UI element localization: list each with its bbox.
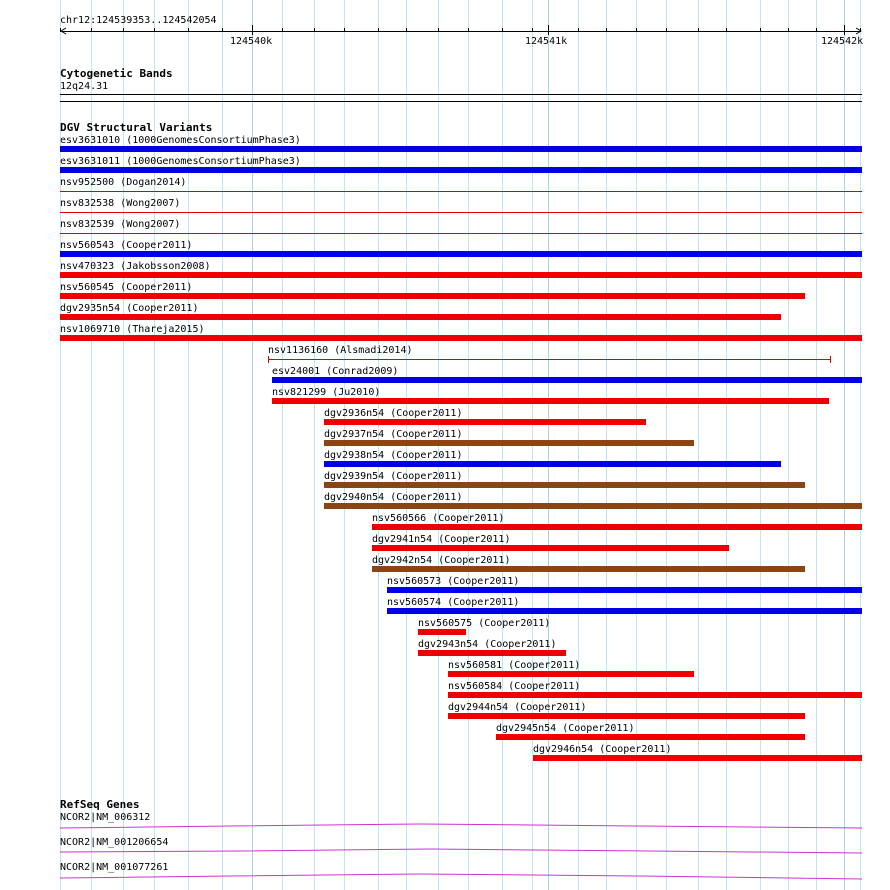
dgv-feature-label[interactable]: nsv560584 (Cooper2011) [448,681,581,692]
dgv-feature-label[interactable]: nsv1136160 (Alsmadi2014) [268,345,413,356]
dgv-feature-label[interactable]: dgv2939n54 (Cooper2011) [324,471,463,482]
dgv-feature-label[interactable]: nsv560581 (Cooper2011) [448,660,581,671]
dgv-feature-label[interactable]: nsv560575 (Cooper2011) [418,618,551,629]
tick-label-124541k: 124541k [525,36,568,47]
dgv-feature-label[interactable]: dgv2938n54 (Cooper2011) [324,450,463,461]
gene-label[interactable]: NCOR2|NM_006312 [60,812,151,823]
dgv-feature-label[interactable]: nsv560543 (Cooper2011) [60,240,193,251]
dgv-feature-label[interactable]: esv24001 (Conrad2009) [272,366,399,377]
dgv-feature-label[interactable]: nsv560566 (Cooper2011) [372,513,505,524]
dgv-feature-label[interactable]: nsv832539 (Wong2007) [60,219,181,230]
gene-model-line [60,874,862,879]
dgv-feature-label[interactable]: dgv2935n54 (Cooper2011) [60,303,199,314]
dgv-feature-label[interactable]: nsv832538 (Wong2007) [60,198,181,209]
dgv-feature-label[interactable]: esv3631011 (1000GenomesConsortiumPhase3) [60,156,301,167]
dgv-feature-label[interactable]: nsv1069710 (Thareja2015) [60,324,205,335]
dgv-feature-label[interactable]: dgv2942n54 (Cooper2011) [372,555,511,566]
dgv-feature-label[interactable]: nsv470323 (Jakobsson2008) [60,261,211,272]
dgv-feature-label[interactable]: dgv2937n54 (Cooper2011) [324,429,463,440]
tick-label-124540k: 124540k [230,36,273,47]
dgv-feature-label[interactable]: dgv2945n54 (Cooper2011) [496,723,635,734]
dgv-feature-label[interactable]: esv3631010 (1000GenomesConsortiumPhase3) [60,135,301,146]
dgv-feature-label[interactable]: dgv2946n54 (Cooper2011) [533,744,672,755]
dgv-feature-label[interactable]: dgv2936n54 (Cooper2011) [324,408,463,419]
dgv-feature-label[interactable]: nsv952500 (Dogan2014) [60,177,187,188]
dgv-track-title: DGV Structural Variants [60,121,213,134]
dgv-feature-label[interactable]: nsv560573 (Cooper2011) [387,576,520,587]
gene-model-line [60,824,862,828]
gene-label[interactable]: NCOR2|NM_001206654 [60,837,169,848]
dgv-feature-label[interactable]: dgv2943n54 (Cooper2011) [418,639,557,650]
cytoband-label: 12q24.31 [60,81,109,92]
dgv-feature-label[interactable]: dgv2940n54 (Cooper2011) [324,492,463,503]
tick-label-124542k: 124542k [821,36,864,47]
location-label: chr12:124539353..124542054 [60,15,217,26]
dgv-feature-label[interactable]: nsv560574 (Cooper2011) [387,597,520,608]
gene-label[interactable]: NCOR2|NM_001077261 [60,862,169,873]
dgv-feature-label[interactable]: nsv821299 (Ju2010) [272,387,381,398]
cytogenetic-bands-title: Cytogenetic Bands [60,67,173,80]
refseq-track-title: RefSeq Genes [60,798,140,811]
dgv-feature-label[interactable]: dgv2944n54 (Cooper2011) [448,702,587,713]
dgv-feature-label[interactable]: dgv2941n54 (Cooper2011) [372,534,511,545]
gene-model-line [60,849,862,853]
dgv-feature-label[interactable]: nsv560545 (Cooper2011) [60,282,193,293]
